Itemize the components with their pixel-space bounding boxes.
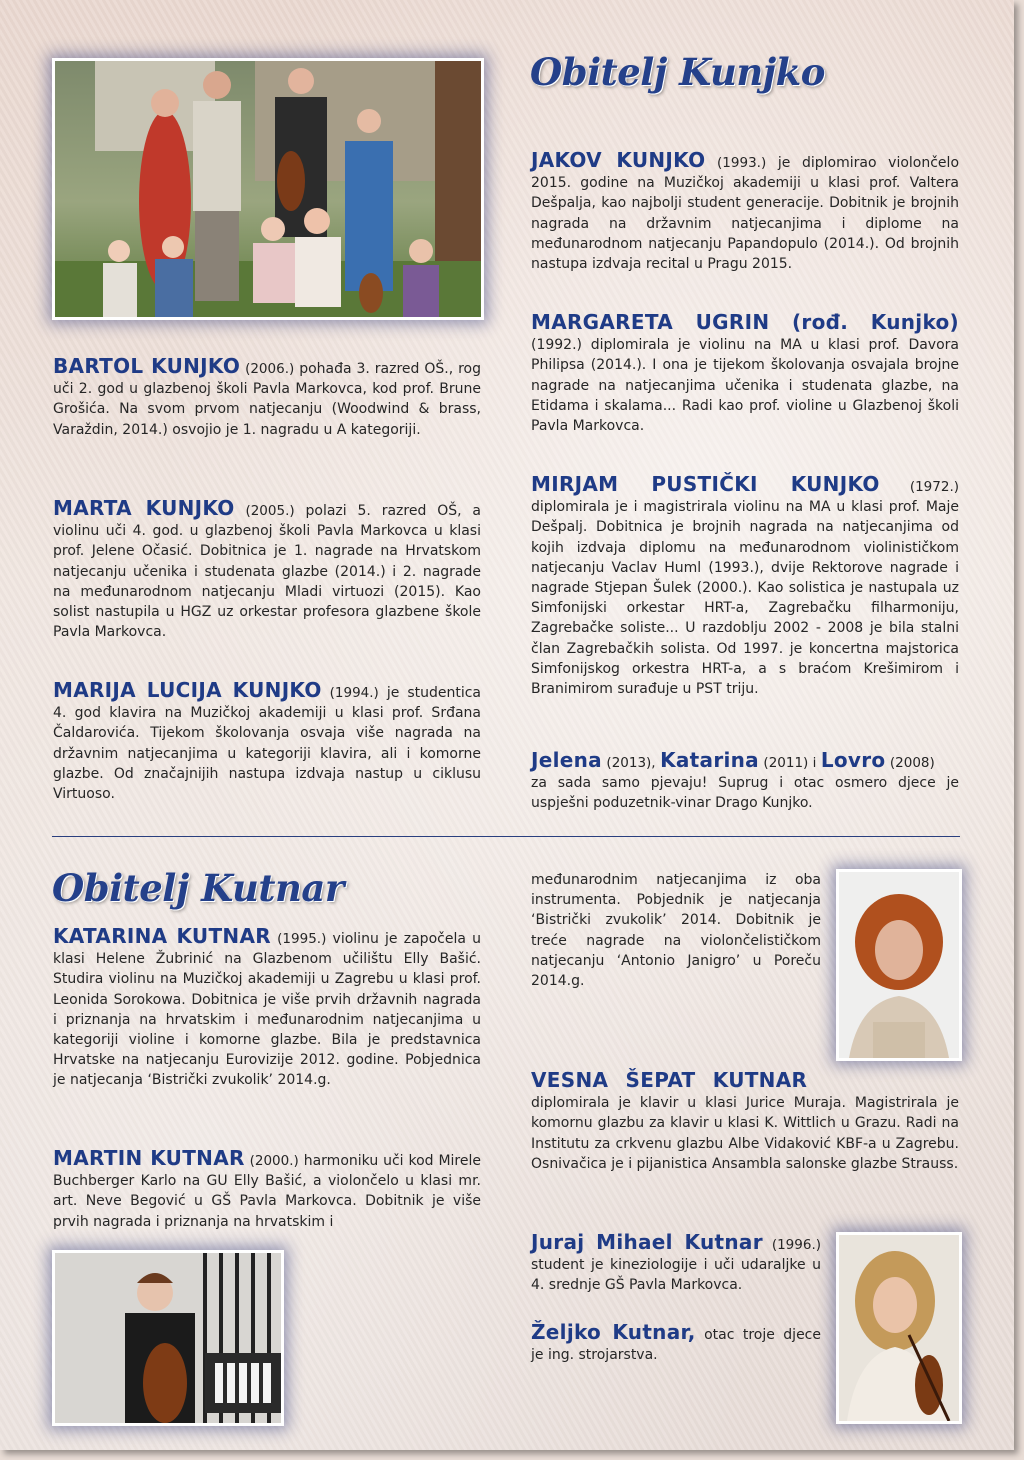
bio-jakov-kunjko xyxy=(531,150,959,274)
bio-name: KATARINA KUTNAR xyxy=(53,924,271,948)
bio-youngest-children xyxy=(531,750,959,814)
bio-marija-lucija-kunjko xyxy=(53,680,481,804)
bio-year: (1996.) xyxy=(771,1237,822,1253)
bio-name-jelena: Jelena xyxy=(531,748,602,772)
portrait-image xyxy=(839,872,959,1058)
bio-mirjam-pusticki-kunjko xyxy=(531,474,959,699)
bio-name: MIRJAM PUSTIČKI KUNJKO xyxy=(531,472,880,496)
bio-year: (1993.) xyxy=(717,155,767,171)
family-title-kutnar: Obitelj Kutnar xyxy=(52,866,344,910)
bio-text: (1992.) diplomirala je violinu na MA u klasi prof. Davora Philipsa (2014.). I ona je tijekom školovanja osvajala brojne nagrade na natjecanjima učenika i studenata glazbe, na Etidama i skalama... Radi kao prof. violine u Glazbenoj školi Pavla Markovca. xyxy=(531,337,959,435)
bio-name: MARIJA LUCIJA KUNJKO xyxy=(53,678,322,702)
family-photo-image xyxy=(55,61,481,317)
bio-name-katarina: Katarina xyxy=(660,748,759,772)
portrait-image xyxy=(839,1235,959,1421)
bio-text: diplomirala je i magistrirala violinu na MA u klasi prof. Maje Dešpalj. Dobitnica je brojnih nagrada na natjecanjima od kojih izdvaja diplomu na međunarodnom violinističkom natjecanju Vaclav Huml (1993.), dvije Rektorove nagrade i nagrade Stjepan Šulek (2000.). Kao solistica je nastupala uz Simfonijski orkestar HRT-a, Zagrebačku filharmoniju, Zagrebačke soliste... U razdoblju 2002 - 2008 je bila stalni član Zagrebačkih solista. Od 1997. je koncertna majstorica Simfonijskog orkestra HRT-a, a s braćom Krešimirom i Branimirom surađuje u PST triju. xyxy=(531,499,959,698)
bio-year-jelena: (2013), xyxy=(606,755,656,771)
bio-year: (1995.) xyxy=(277,931,327,947)
bio-zeljko-kutnar xyxy=(531,1322,821,1365)
bio-year-katarina: (2011) i xyxy=(763,755,817,771)
bio-text: diplomirala je klavir u klasi Jurice Muraja. Magistrirala je komornu glazbu za klavir u klasi K. Wittlich u Grazu. Radi na Institutu za crkvenu glazbu Albe Vidaković KBF-a u Zagrebu. Osnivačica je i pijanistica Ansambla salonske glazbe Strauss. xyxy=(531,1095,959,1172)
portrait-vesna-sepat-kutnar xyxy=(836,869,962,1061)
bio-text: je studentica 4. god klavira na Muzičkoj akademiji u klasi prof. Srđana Čaldarovića. Tijekom školovanja osvaja više nagrada na državnim natjecanjima u kategoriji klavira, ali i komorne glazbe. Od značajnijih nastupa izdvaja nastup u ciklusu Virtuoso. xyxy=(53,685,482,803)
section-divider xyxy=(52,836,960,837)
bio-year: (2006.) xyxy=(245,361,295,377)
bio-text: je diplomirao violončelo 2015. godine na Muzičkoj akademiji u klasi prof. Valtera Dešpalja, kao najbolji student generacije. Dobitnik je brojnih nagrada na državnim natjecanjima i diplome na međunarodnom natjecanju Papandopulo (2014.). Od brojnih nastupa izdvaja recital u Pragu 2015. xyxy=(531,155,960,273)
bio-text: student je kineziologije i uči udaraljke u 4. srednje GŠ Pavla Markovca. xyxy=(531,1257,821,1294)
bio-year: (1972.) xyxy=(909,479,960,495)
bio-year-lovro: (2008) xyxy=(889,755,935,771)
portrait-katarina-kutnar xyxy=(836,1232,962,1424)
bio-name: MARTIN KUTNAR xyxy=(53,1146,245,1170)
bio-name: BARTOL KUNJKO xyxy=(53,354,241,378)
photo-martin-kutnar xyxy=(52,1250,284,1426)
bio-text: violinu je započela u klasi Helene Žubrinić na Glazbenom učilištu Elly Bašić. Studira violinu na Muzičkoj akademiji u Zagrebu u klasi prof. Leonida Sorokowa. Dobitnica je više prvih državnih nagrada i priznanja na hrvatskim i međunarodnim natjecanjima u kategoriji violine i komorne glazbe. Bila je predstavnica Hrvatske na natjecanju Eurovizije 2012. godine. Pobjednica je natjecanja ‘Bistrički zvukolik’ 2014.g. xyxy=(53,931,481,1089)
bio-juraj-mihael-kutnar xyxy=(531,1232,821,1296)
bio-name: VESNA ŠEPAT KUTNAR xyxy=(531,1068,808,1092)
bio-bartol-kunjko xyxy=(53,356,481,440)
family-title-kunjko: Obitelj Kunjko xyxy=(530,50,825,94)
bio-text: za sada samo pjevaju! Suprug i otac osmero djece je uspješni poduzetnik-vinar Drago Kunjko. xyxy=(531,775,959,812)
bio-name: JAKOV KUNJKO xyxy=(531,148,706,172)
bio-name: MARTA KUNJKO xyxy=(53,496,235,520)
bio-text: pohađa 3. razred OŠ., rog uči 2. god u glazbenoj školi Pavla Markovca, kod prof. Brune Grošića. Na svom prvom natjecanju (Woodwind & brass, Varaždin, 2014.) osvojio je 1. nagradu u A kategoriji. xyxy=(53,361,481,438)
bio-text: polazi 5. razred OŠ, a violinu uči 4. god. u glazbenoj školi Pavla Markovca u klasi prof. Jelene Očasić. Dobitnica je 1. nagrade na Hrvatskom natjecanju učenika i studenata glazbe (2014.) i 2. nagrade na međunarodnom natjecanju Mladi virtuozi (2015). Kao solist nastupila u HGZ uz orkestar profesora glazbene škole Pavla Markovca. xyxy=(53,503,481,641)
bio-marta-kunjko xyxy=(53,498,481,642)
bio-margareta-ugrin xyxy=(531,312,959,436)
bio-year: (2000.) xyxy=(249,1153,299,1169)
bio-martin-kutnar-continued xyxy=(531,870,821,991)
family-photo-kunjko xyxy=(52,58,484,320)
photo-image xyxy=(55,1253,281,1423)
bio-name-lovro: Lovro xyxy=(820,748,886,772)
bio-martin-kutnar xyxy=(53,1148,481,1232)
bio-text: otac troje djece je ing. strojarstva. xyxy=(531,1327,821,1364)
bio-year: (2005.) xyxy=(245,503,295,519)
bio-year: (1994.) xyxy=(329,685,379,701)
bio-name: Željko Kutnar, xyxy=(531,1320,696,1344)
bio-katarina-kutnar xyxy=(53,926,481,1091)
bio-text: harmoniku uči kod Mirele Buchberger Karlo na GU Elly Bašić, a violončelo u klasi mr. art. Neve Begović u GŠ Pavla Markovca. Dobitnik je više prvih nagrada i priznanja na hrvatskim i xyxy=(53,1153,481,1230)
bio-vesna-sepat-kutnar xyxy=(531,1070,959,1174)
bio-text: međunarodnim natjecanjima iz oba instrumenta. Pobjednik je natjecanja ‘Bistrički zvukolik’ 2014. Dobitnik je treće nagrade na violončelističkom natjecanju ‘Antonio Janigro’ u Poreču 2014.g. xyxy=(531,872,821,990)
bio-name: MARGARETA UGRIN (rođ. Kunjko) xyxy=(531,310,959,334)
bio-name: Juraj Mihael Kutnar xyxy=(531,1230,763,1254)
